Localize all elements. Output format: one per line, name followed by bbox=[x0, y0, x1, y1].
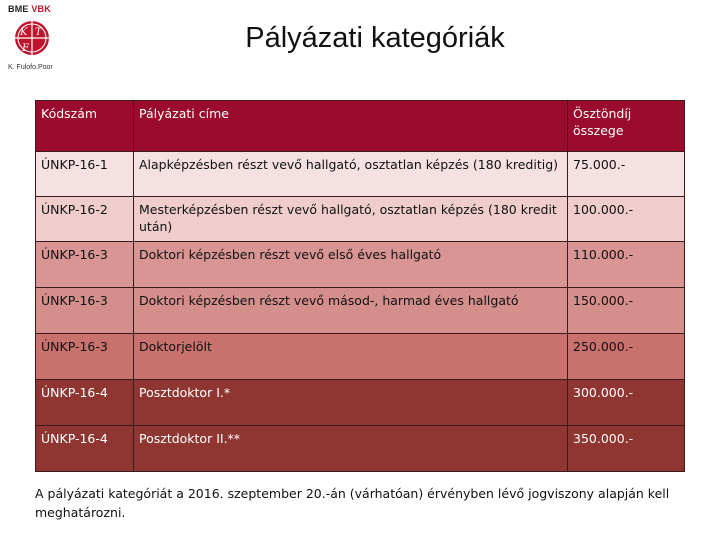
cell-title: Doktorjelölt bbox=[134, 334, 568, 380]
cell-title: Doktori képzésben részt vevő másod-, harmad éves hallgató bbox=[134, 288, 568, 334]
table-row bbox=[36, 152, 685, 197]
logo-top-dark: BME bbox=[8, 4, 29, 14]
cell-amount: 75.000.- bbox=[568, 152, 685, 197]
cell-title: Mesterképzésben részt vevő hallgató, osztatlan képzés (180 kredit után) bbox=[134, 197, 568, 242]
cell-title: Doktori képzésben részt vevő első éves hallgató bbox=[134, 242, 568, 288]
logo-letter-t: T bbox=[35, 27, 42, 38]
table-row bbox=[36, 242, 685, 288]
cell-amount: 250.000.- bbox=[568, 334, 685, 380]
cell-amount: 110.000.- bbox=[568, 242, 685, 288]
logo-letter-k: K bbox=[20, 27, 28, 38]
table-row bbox=[36, 380, 685, 426]
cell-title: Alapképzésben részt vevő hallgató, osztatlan képzés (180 kreditig) bbox=[134, 152, 568, 197]
cell-code: ÚNKP-16-3 bbox=[36, 334, 134, 380]
header-amount: Ösztöndíj összege bbox=[568, 101, 685, 152]
footnote: A pályázati kategóriát a 2016. szeptember 20.-án (várhatóan) érvényben lévő jogviszony alapján kell meghatározni. bbox=[35, 486, 670, 520]
cell-code: ÚNKP-16-2 bbox=[36, 197, 134, 242]
table-row bbox=[36, 197, 685, 242]
cell-code: ÚNKP-16-1 bbox=[36, 152, 134, 197]
cell-amount: 100.000.- bbox=[568, 197, 685, 242]
page-title: Pályázati kategóriák bbox=[245, 22, 505, 54]
cell-title: Posztdoktor I.* bbox=[134, 380, 568, 426]
table-header-row bbox=[36, 101, 685, 152]
cell-title: Posztdoktor II.** bbox=[134, 426, 568, 472]
logo-letter-f: F bbox=[22, 43, 29, 54]
table-row bbox=[36, 288, 685, 334]
cell-code: ÚNKP-16-3 bbox=[36, 288, 134, 334]
logo-subtitle: K. Fulofo.Poor bbox=[8, 64, 53, 71]
logo-top-red: VBK bbox=[31, 4, 51, 14]
cell-code: ÚNKP-16-3 bbox=[36, 242, 134, 288]
cell-amount: 150.000.- bbox=[568, 288, 685, 334]
categories-table bbox=[35, 100, 685, 472]
table-row bbox=[36, 334, 685, 380]
header-title: Pályázati címe bbox=[134, 101, 568, 152]
cell-code: ÚNKP-16-4 bbox=[36, 380, 134, 426]
cell-code: ÚNKP-16-4 bbox=[36, 426, 134, 472]
logo-top-text bbox=[8, 4, 66, 14]
cell-amount: 350.000.- bbox=[568, 426, 685, 472]
header-code: Kódszám bbox=[36, 101, 134, 152]
table-row bbox=[36, 426, 685, 472]
cell-amount: 300.000.- bbox=[568, 380, 685, 426]
